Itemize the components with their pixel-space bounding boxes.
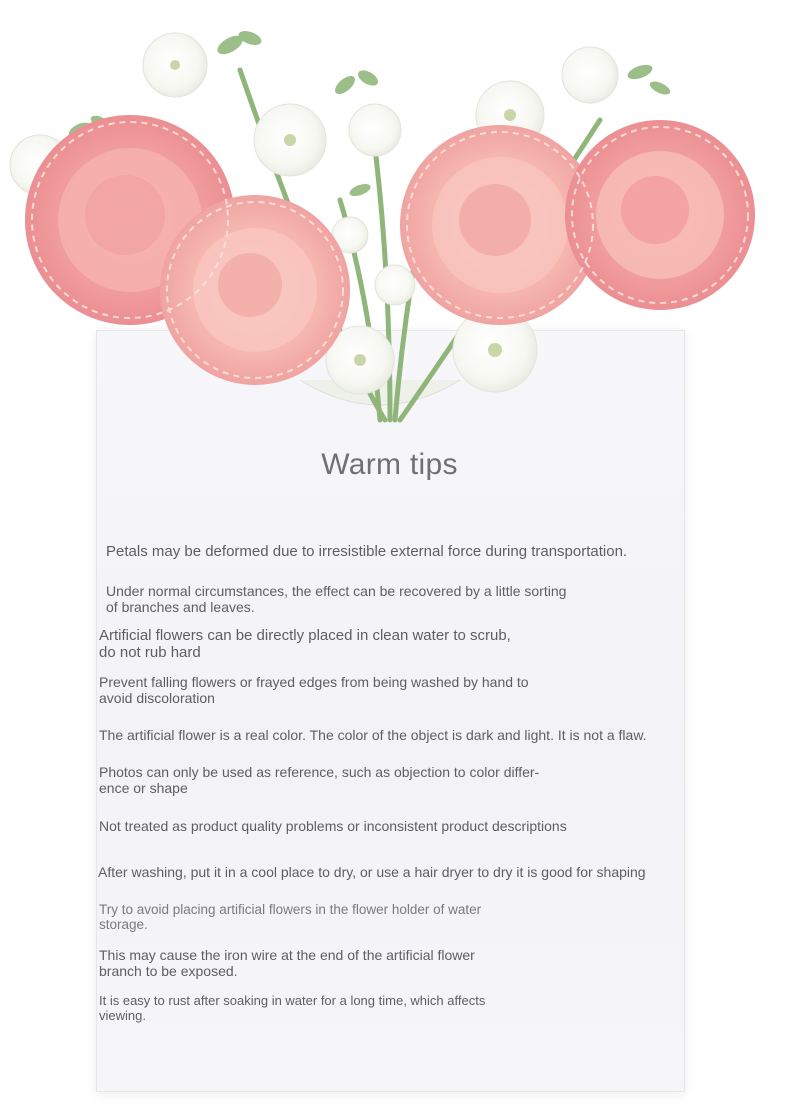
tip-text: Under normal circumstances, the effect can be recovered by a little sorting of branches and leaves. [106, 583, 567, 615]
tip-text: This may cause the iron wire at the end of the artificial flower branch to be exposed. [99, 947, 475, 979]
tip-text: Try to avoid placing artificial flowers in the flower holder of water storage. [99, 902, 482, 933]
tip-text: After washing, put it in a cool place to dry, or use a hair dryer to dry it is good for shaping [98, 864, 646, 880]
tip-text: Photos can only be used as reference, such as objection to color differ- ence or shape [99, 764, 540, 796]
tip-text: Artificial flowers can be directly placed in clean water to scrub, do not rub hard [99, 627, 511, 661]
flower-bouquet-image [0, 0, 800, 430]
page-title: Warm tips [321, 448, 458, 481]
tip-text: Not treated as product quality problems or inconsistent product descriptions [99, 818, 567, 834]
tip-text: Prevent falling flowers or frayed edges from being washed by hand to avoid discoloration [99, 674, 529, 706]
tip-text: Petals may be deformed due to irresistible external force during transportation. [106, 543, 628, 560]
tip-text: It is easy to rust after soaking in water for a long time, which affects viewing. [99, 993, 486, 1023]
tip-text: The artificial flower is a real color. The color of the object is dark and light. It is not a flaw. [99, 727, 647, 743]
